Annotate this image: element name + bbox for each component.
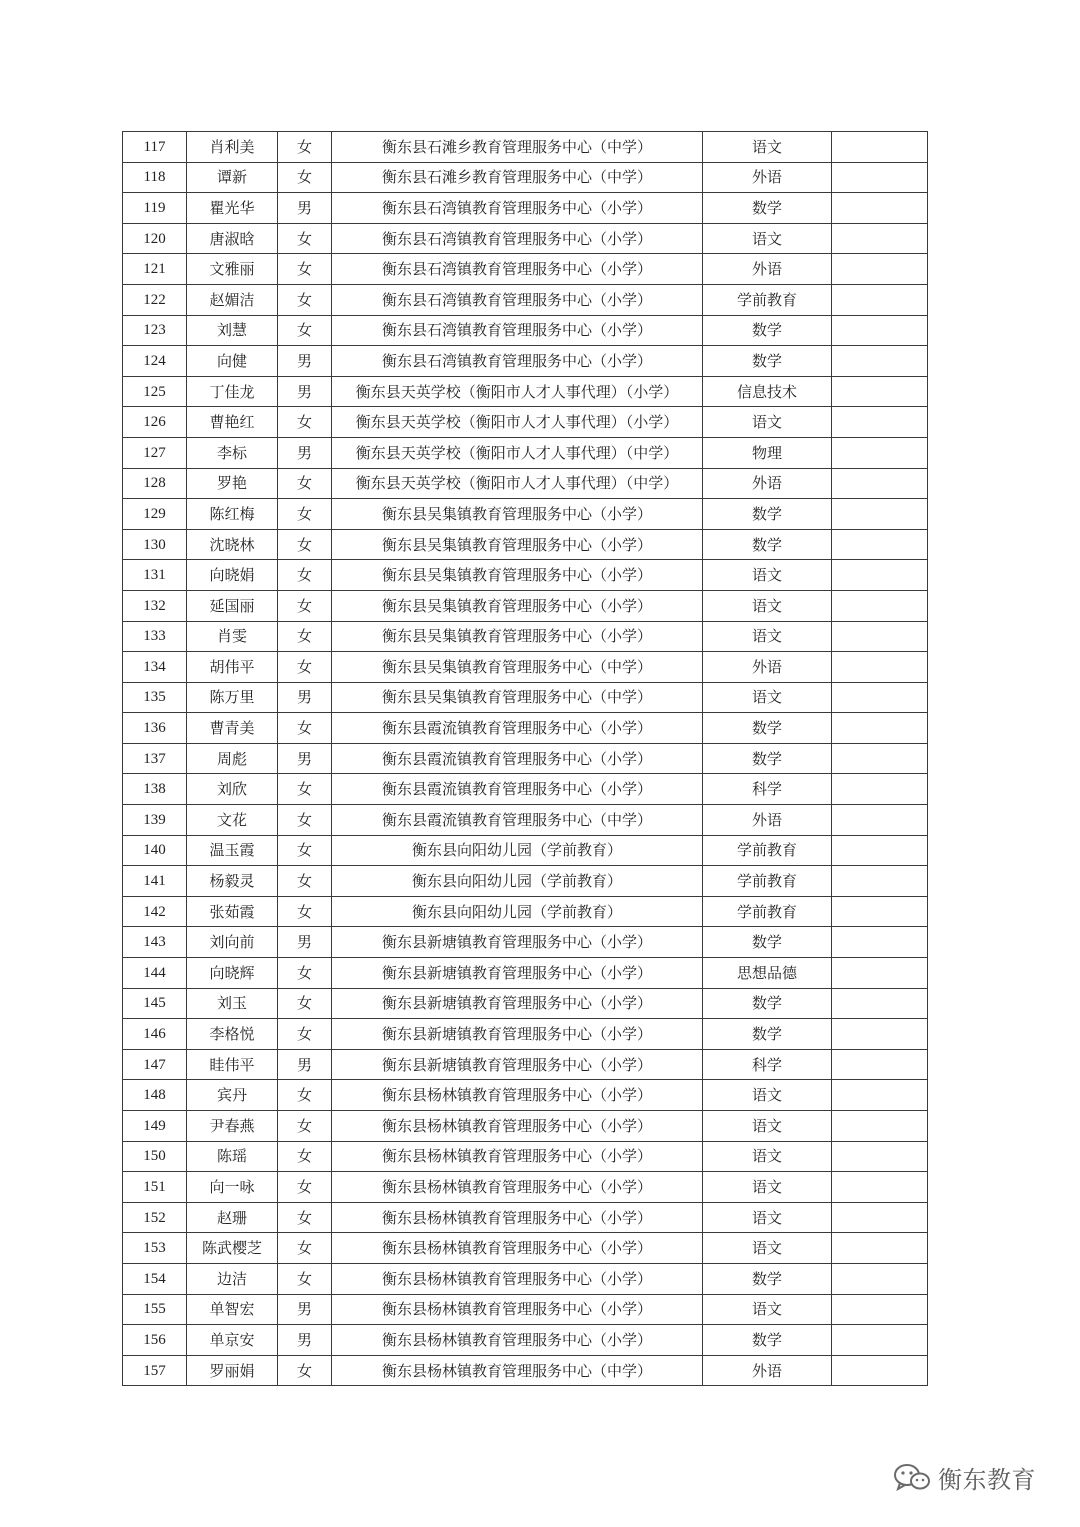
- cell-subject: 数学: [703, 1263, 832, 1294]
- cell-name: 陈武樱芝: [187, 1233, 278, 1264]
- cell-number: 121: [123, 254, 187, 285]
- cell-subject: 学前教育: [703, 284, 832, 315]
- table-row: [123, 315, 928, 346]
- wechat-icon: [892, 1462, 932, 1494]
- cell-name: 温玉霞: [187, 835, 278, 866]
- cell-note: [832, 1233, 928, 1264]
- cell-unit: 衡东县石湾镇教育管理服务中心（小学）: [332, 284, 703, 315]
- table-row: [123, 529, 928, 560]
- cell-gender: 女: [278, 713, 332, 744]
- cell-number: 150: [123, 1141, 187, 1172]
- cell-note: [832, 376, 928, 407]
- cell-subject: 数学: [703, 1325, 832, 1356]
- cell-unit: 衡东县向阳幼儿园（学前教育）: [332, 835, 703, 866]
- table-row: [123, 652, 928, 683]
- table-row: [123, 1325, 928, 1356]
- table-row: [123, 437, 928, 468]
- cell-gender: 女: [278, 529, 332, 560]
- cell-number: 152: [123, 1202, 187, 1233]
- cell-subject: 信息技术: [703, 376, 832, 407]
- cell-note: [832, 1141, 928, 1172]
- cell-note: [832, 1111, 928, 1142]
- cell-name: 刘向前: [187, 927, 278, 958]
- table-row: [123, 713, 928, 744]
- table-row: [123, 193, 928, 224]
- table-row: [123, 1233, 928, 1264]
- cell-unit: 衡东县霞流镇教育管理服务中心（小学）: [332, 743, 703, 774]
- cell-subject: 语文: [703, 1080, 832, 1111]
- cell-gender: 男: [278, 193, 332, 224]
- cell-unit: 衡东县吴集镇教育管理服务中心（中学）: [332, 682, 703, 713]
- cell-note: [832, 1172, 928, 1203]
- cell-number: 154: [123, 1263, 187, 1294]
- cell-name: 张茹霞: [187, 896, 278, 927]
- cell-gender: 男: [278, 743, 332, 774]
- cell-name: 宾丹: [187, 1080, 278, 1111]
- cell-note: [832, 682, 928, 713]
- cell-number: 127: [123, 437, 187, 468]
- cell-gender: 女: [278, 958, 332, 989]
- cell-subject: 科学: [703, 1049, 832, 1080]
- cell-note: [832, 1019, 928, 1050]
- roster-table: [122, 131, 928, 1386]
- table-row: [123, 499, 928, 530]
- cell-unit: 衡东县天英学校（衡阳市人才人事代理）（小学）: [332, 407, 703, 438]
- cell-unit: 衡东县向阳幼儿园（学前教育）: [332, 896, 703, 927]
- watermark-text: 衡东教育: [938, 1466, 1036, 1494]
- cell-unit: 衡东县霞流镇教育管理服务中心（中学）: [332, 805, 703, 836]
- cell-subject: 科学: [703, 774, 832, 805]
- cell-unit: 衡东县石湾镇教育管理服务中心（小学）: [332, 346, 703, 377]
- cell-note: [832, 1263, 928, 1294]
- cell-note: [832, 1325, 928, 1356]
- cell-gender: 女: [278, 621, 332, 652]
- cell-gender: 女: [278, 1263, 332, 1294]
- cell-subject: 外语: [703, 468, 832, 499]
- cell-gender: 女: [278, 590, 332, 621]
- cell-subject: 外语: [703, 162, 832, 193]
- cell-name: 尹春燕: [187, 1111, 278, 1142]
- cell-subject: 语文: [703, 1141, 832, 1172]
- cell-subject: 语文: [703, 407, 832, 438]
- cell-note: [832, 652, 928, 683]
- cell-number: 146: [123, 1019, 187, 1050]
- table-row: [123, 407, 928, 438]
- table-row: [123, 774, 928, 805]
- cell-number: 135: [123, 682, 187, 713]
- cell-note: [832, 437, 928, 468]
- cell-name: 向晓娟: [187, 560, 278, 591]
- cell-subject: 数学: [703, 927, 832, 958]
- cell-subject: 物理: [703, 437, 832, 468]
- cell-note: [832, 927, 928, 958]
- cell-note: [832, 468, 928, 499]
- cell-subject: 数学: [703, 346, 832, 377]
- cell-name: 瞿光华: [187, 193, 278, 224]
- cell-subject: 语文: [703, 560, 832, 591]
- cell-number: 128: [123, 468, 187, 499]
- cell-note: [832, 162, 928, 193]
- cell-name: 刘玉: [187, 988, 278, 1019]
- cell-note: [832, 774, 928, 805]
- cell-unit: 衡东县石湾镇教育管理服务中心（小学）: [332, 315, 703, 346]
- cell-gender: 女: [278, 254, 332, 285]
- table-row: [123, 927, 928, 958]
- cell-number: 142: [123, 896, 187, 927]
- cell-note: [832, 958, 928, 989]
- cell-subject: 数学: [703, 988, 832, 1019]
- table-row: [123, 1141, 928, 1172]
- cell-unit: 衡东县杨林镇教育管理服务中心（小学）: [332, 1294, 703, 1325]
- cell-number: 147: [123, 1049, 187, 1080]
- cell-name: 边洁: [187, 1263, 278, 1294]
- cell-unit: 衡东县杨林镇教育管理服务中心（小学）: [332, 1325, 703, 1356]
- cell-number: 132: [123, 590, 187, 621]
- table-row: [123, 682, 928, 713]
- cell-number: 131: [123, 560, 187, 591]
- table-row: [123, 1111, 928, 1142]
- cell-name: 刘欣: [187, 774, 278, 805]
- cell-subject: 数学: [703, 193, 832, 224]
- cell-subject: 外语: [703, 652, 832, 683]
- cell-unit: 衡东县杨林镇教育管理服务中心（小学）: [332, 1263, 703, 1294]
- cell-name: 赵珊: [187, 1202, 278, 1233]
- cell-unit: 衡东县向阳幼儿园（学前教育）: [332, 866, 703, 897]
- cell-number: 153: [123, 1233, 187, 1264]
- cell-number: 148: [123, 1080, 187, 1111]
- cell-unit: 衡东县杨林镇教育管理服务中心（小学）: [332, 1141, 703, 1172]
- cell-number: 157: [123, 1355, 187, 1386]
- cell-note: [832, 1202, 928, 1233]
- cell-unit: 衡东县石湾镇教育管理服务中心（小学）: [332, 254, 703, 285]
- cell-note: [832, 835, 928, 866]
- cell-gender: 男: [278, 437, 332, 468]
- cell-name: 文花: [187, 805, 278, 836]
- table-row: [123, 162, 928, 193]
- cell-note: [832, 132, 928, 163]
- cell-number: 156: [123, 1325, 187, 1356]
- table-row: [123, 1049, 928, 1080]
- cell-unit: 衡东县杨林镇教育管理服务中心（小学）: [332, 1111, 703, 1142]
- cell-number: 123: [123, 315, 187, 346]
- cell-unit: 衡东县吴集镇教育管理服务中心（中学）: [332, 652, 703, 683]
- cell-note: [832, 743, 928, 774]
- cell-note: [832, 1294, 928, 1325]
- cell-gender: 女: [278, 988, 332, 1019]
- cell-number: 151: [123, 1172, 187, 1203]
- table-row: [123, 743, 928, 774]
- cell-subject: 学前教育: [703, 835, 832, 866]
- cell-number: 118: [123, 162, 187, 193]
- table-row: [123, 1355, 928, 1386]
- cell-note: [832, 407, 928, 438]
- cell-gender: 男: [278, 376, 332, 407]
- cell-subject: 数学: [703, 315, 832, 346]
- cell-name: 向一咏: [187, 1172, 278, 1203]
- watermark: [892, 1460, 1036, 1495]
- cell-note: [832, 529, 928, 560]
- table-row: [123, 132, 928, 163]
- cell-unit: 衡东县杨林镇教育管理服务中心（中学）: [332, 1355, 703, 1386]
- table-row: [123, 590, 928, 621]
- cell-name: 唐淑晗: [187, 223, 278, 254]
- cell-gender: 女: [278, 1080, 332, 1111]
- cell-number: 124: [123, 346, 187, 377]
- cell-name: 赵媚洁: [187, 284, 278, 315]
- cell-number: 122: [123, 284, 187, 315]
- cell-number: 119: [123, 193, 187, 224]
- cell-unit: 衡东县石湾镇教育管理服务中心（小学）: [332, 193, 703, 224]
- cell-gender: 女: [278, 132, 332, 163]
- cell-unit: 衡东县杨林镇教育管理服务中心（小学）: [332, 1080, 703, 1111]
- cell-gender: 女: [278, 866, 332, 897]
- cell-note: [832, 896, 928, 927]
- cell-note: [832, 1049, 928, 1080]
- table-row: [123, 468, 928, 499]
- cell-gender: 男: [278, 346, 332, 377]
- cell-unit: 衡东县天英学校（衡阳市人才人事代理）（中学）: [332, 468, 703, 499]
- cell-subject: 语文: [703, 621, 832, 652]
- cell-name: 延国丽: [187, 590, 278, 621]
- cell-unit: 衡东县吴集镇教育管理服务中心（小学）: [332, 560, 703, 591]
- cell-unit: 衡东县吴集镇教育管理服务中心（小学）: [332, 621, 703, 652]
- cell-name: 谭新: [187, 162, 278, 193]
- cell-subject: 语文: [703, 1294, 832, 1325]
- table-row: [123, 835, 928, 866]
- cell-subject: 语文: [703, 1233, 832, 1264]
- cell-note: [832, 713, 928, 744]
- cell-number: 155: [123, 1294, 187, 1325]
- table-row: [123, 560, 928, 591]
- table-row: [123, 1263, 928, 1294]
- cell-gender: 女: [278, 560, 332, 591]
- table-row: [123, 1172, 928, 1203]
- cell-name: 周彪: [187, 743, 278, 774]
- cell-name: 陈万里: [187, 682, 278, 713]
- cell-subject: 语文: [703, 590, 832, 621]
- cell-subject: 数学: [703, 713, 832, 744]
- table-row: [123, 223, 928, 254]
- cell-number: 126: [123, 407, 187, 438]
- cell-number: 134: [123, 652, 187, 683]
- cell-gender: 女: [278, 223, 332, 254]
- cell-unit: 衡东县天英学校（衡阳市人才人事代理）（中学）: [332, 437, 703, 468]
- cell-gender: 女: [278, 284, 332, 315]
- cell-number: 117: [123, 132, 187, 163]
- cell-note: [832, 988, 928, 1019]
- cell-unit: 衡东县新塘镇教育管理服务中心（小学）: [332, 927, 703, 958]
- cell-note: [832, 499, 928, 530]
- cell-name: 罗丽娟: [187, 1355, 278, 1386]
- cell-unit: 衡东县石湾镇教育管理服务中心（小学）: [332, 223, 703, 254]
- cell-gender: 女: [278, 1233, 332, 1264]
- cell-note: [832, 284, 928, 315]
- cell-unit: 衡东县吴集镇教育管理服务中心（小学）: [332, 529, 703, 560]
- cell-number: 144: [123, 958, 187, 989]
- cell-gender: 男: [278, 682, 332, 713]
- cell-gender: 女: [278, 407, 332, 438]
- cell-unit: 衡东县霞流镇教育管理服务中心（小学）: [332, 774, 703, 805]
- cell-number: 137: [123, 743, 187, 774]
- cell-number: 136: [123, 713, 187, 744]
- cell-unit: 衡东县杨林镇教育管理服务中心（小学）: [332, 1233, 703, 1264]
- cell-gender: 女: [278, 162, 332, 193]
- cell-gender: 女: [278, 1202, 332, 1233]
- cell-gender: 女: [278, 468, 332, 499]
- cell-number: 143: [123, 927, 187, 958]
- roster-body: [123, 132, 928, 1386]
- cell-unit: 衡东县霞流镇教育管理服务中心（小学）: [332, 713, 703, 744]
- cell-subject: 语文: [703, 682, 832, 713]
- cell-gender: 男: [278, 1325, 332, 1356]
- cell-note: [832, 193, 928, 224]
- cell-name: 胡伟平: [187, 652, 278, 683]
- cell-name: 陈瑶: [187, 1141, 278, 1172]
- cell-note: [832, 254, 928, 285]
- cell-name: 刘慧: [187, 315, 278, 346]
- cell-note: [832, 805, 928, 836]
- table-row: [123, 988, 928, 1019]
- cell-note: [832, 621, 928, 652]
- cell-subject: 语文: [703, 1172, 832, 1203]
- cell-subject: 学前教育: [703, 866, 832, 897]
- cell-subject: 语文: [703, 132, 832, 163]
- cell-gender: 女: [278, 896, 332, 927]
- cell-number: 125: [123, 376, 187, 407]
- cell-name: 单智宏: [187, 1294, 278, 1325]
- cell-note: [832, 223, 928, 254]
- cell-name: 陈红梅: [187, 499, 278, 530]
- cell-gender: 女: [278, 1019, 332, 1050]
- table-row: [123, 1202, 928, 1233]
- table-row: [123, 1294, 928, 1325]
- cell-unit: 衡东县新塘镇教育管理服务中心（小学）: [332, 1049, 703, 1080]
- cell-name: 杨毅灵: [187, 866, 278, 897]
- cell-name: 丁佳龙: [187, 376, 278, 407]
- table-row: [123, 376, 928, 407]
- table-row: [123, 958, 928, 989]
- table-row: [123, 284, 928, 315]
- cell-number: 139: [123, 805, 187, 836]
- cell-name: 单京安: [187, 1325, 278, 1356]
- cell-number: 129: [123, 499, 187, 530]
- cell-gender: 男: [278, 1294, 332, 1325]
- table-row: [123, 896, 928, 927]
- cell-subject: 外语: [703, 1355, 832, 1386]
- cell-note: [832, 590, 928, 621]
- cell-unit: 衡东县吴集镇教育管理服务中心（小学）: [332, 590, 703, 621]
- cell-name: 向健: [187, 346, 278, 377]
- cell-name: 李标: [187, 437, 278, 468]
- cell-name: 眭伟平: [187, 1049, 278, 1080]
- cell-unit: 衡东县杨林镇教育管理服务中心（小学）: [332, 1202, 703, 1233]
- cell-number: 138: [123, 774, 187, 805]
- cell-name: 曹艳红: [187, 407, 278, 438]
- cell-unit: 衡东县吴集镇教育管理服务中心（小学）: [332, 499, 703, 530]
- cell-gender: 女: [278, 652, 332, 683]
- cell-subject: 语文: [703, 223, 832, 254]
- cell-gender: 女: [278, 1141, 332, 1172]
- cell-name: 向晓辉: [187, 958, 278, 989]
- cell-name: 文雅丽: [187, 254, 278, 285]
- cell-number: 133: [123, 621, 187, 652]
- cell-unit: 衡东县天英学校（衡阳市人才人事代理）（小学）: [332, 376, 703, 407]
- cell-gender: 女: [278, 774, 332, 805]
- cell-subject: 语文: [703, 1111, 832, 1142]
- cell-subject: 思想品德: [703, 958, 832, 989]
- cell-gender: 女: [278, 805, 332, 836]
- cell-note: [832, 866, 928, 897]
- cell-name: 李格悦: [187, 1019, 278, 1050]
- cell-gender: 女: [278, 499, 332, 530]
- cell-unit: 衡东县石滩乡教育管理服务中心（中学）: [332, 132, 703, 163]
- cell-number: 130: [123, 529, 187, 560]
- cell-number: 120: [123, 223, 187, 254]
- cell-note: [832, 315, 928, 346]
- cell-subject: 外语: [703, 254, 832, 285]
- cell-gender: 女: [278, 1355, 332, 1386]
- cell-gender: 男: [278, 1049, 332, 1080]
- cell-unit: 衡东县新塘镇教育管理服务中心（小学）: [332, 958, 703, 989]
- cell-unit: 衡东县杨林镇教育管理服务中心（小学）: [332, 1172, 703, 1203]
- cell-name: 罗艳: [187, 468, 278, 499]
- cell-unit: 衡东县新塘镇教育管理服务中心（小学）: [332, 988, 703, 1019]
- cell-note: [832, 346, 928, 377]
- table-row: [123, 346, 928, 377]
- cell-subject: 学前教育: [703, 896, 832, 927]
- cell-unit: 衡东县石滩乡教育管理服务中心（中学）: [332, 162, 703, 193]
- table-row: [123, 866, 928, 897]
- cell-name: 曹青美: [187, 713, 278, 744]
- cell-subject: 数学: [703, 1019, 832, 1050]
- cell-subject: 数学: [703, 529, 832, 560]
- cell-gender: 女: [278, 1172, 332, 1203]
- table-row: [123, 1019, 928, 1050]
- cell-subject: 语文: [703, 1202, 832, 1233]
- cell-subject: 数学: [703, 499, 832, 530]
- cell-gender: 女: [278, 315, 332, 346]
- cell-gender: 男: [278, 927, 332, 958]
- cell-subject: 外语: [703, 805, 832, 836]
- cell-note: [832, 560, 928, 591]
- cell-note: [832, 1080, 928, 1111]
- table-row: [123, 254, 928, 285]
- table-row: [123, 805, 928, 836]
- cell-unit: 衡东县新塘镇教育管理服务中心（小学）: [332, 1019, 703, 1050]
- cell-number: 141: [123, 866, 187, 897]
- table-row: [123, 621, 928, 652]
- table-row: [123, 1080, 928, 1111]
- cell-name: 肖雯: [187, 621, 278, 652]
- cell-number: 145: [123, 988, 187, 1019]
- cell-name: 沈晓林: [187, 529, 278, 560]
- cell-name: 肖利美: [187, 132, 278, 163]
- cell-number: 149: [123, 1111, 187, 1142]
- cell-gender: 女: [278, 835, 332, 866]
- cell-number: 140: [123, 835, 187, 866]
- cell-gender: 女: [278, 1111, 332, 1142]
- cell-subject: 数学: [703, 743, 832, 774]
- cell-note: [832, 1355, 928, 1386]
